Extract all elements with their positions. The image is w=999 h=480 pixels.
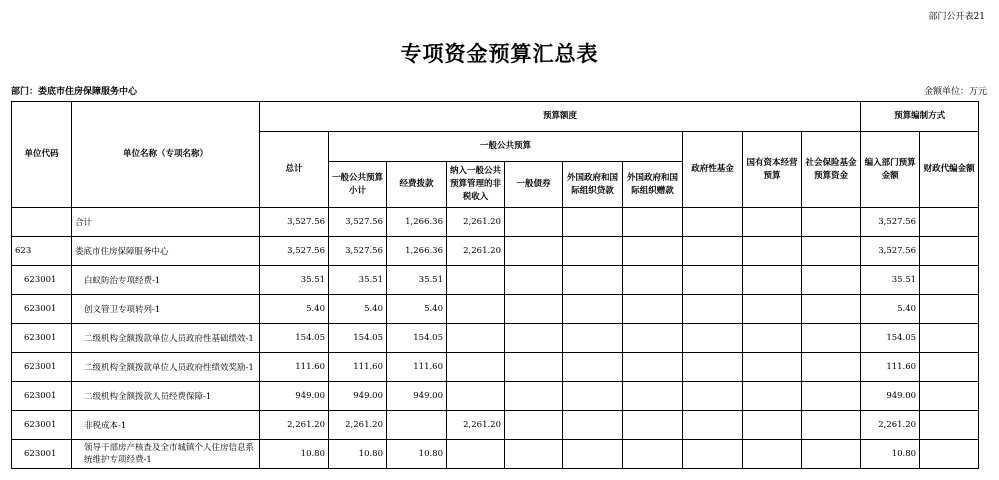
cell-fiscal-agent [920,324,979,353]
cell-into-dept: 2,261.20 [861,411,920,440]
cell-gov-fund [683,295,743,324]
cell-into-dept: 10.80 [861,440,920,469]
cell-state-capital [743,382,802,411]
cell-gb-nontax: 2,261.20 [447,237,505,266]
cell-total: 5.40 [260,295,329,324]
cell-unit-code: 623001 [12,440,72,469]
cell-gb-nontax [447,440,505,469]
cell-social-insurance [802,411,861,440]
cell-gb-foreign-grant [623,295,683,324]
cell-gb-appropriation: 35.51 [387,266,447,295]
cell-unit-name: 领导干部房产核查及全市城镇个人住房信息系统维护专项经费-1 [72,440,260,469]
cell-unit-code: 623001 [12,411,72,440]
header-gb-nontax: 纳入一般公共预算管理的非税收入 [447,162,505,208]
cell-gb-debt [505,411,563,440]
table-row [12,266,979,295]
cell-gb-foreign-loan [563,324,623,353]
cell-gb-foreign-loan [563,295,623,324]
cell-unit-name: 创文管卫专项转列-1 [72,295,260,324]
cell-social-insurance [802,237,861,266]
cell-gb-appropriation: 154.05 [387,324,447,353]
cell-gb-foreign-grant [623,237,683,266]
cell-into-dept: 3,527.56 [861,208,920,237]
cell-gov-fund [683,266,743,295]
budget-table [11,101,979,469]
cell-gb-subtotal: 3,527.56 [329,208,387,237]
cell-state-capital [743,295,802,324]
cell-unit-code: 623 [12,237,72,266]
cell-unit-code: 623001 [12,295,72,324]
cell-gb-subtotal: 2,261.20 [329,411,387,440]
cell-social-insurance [802,353,861,382]
page-title: 专项资金预算汇总表 [400,41,599,66]
cell-unit-code: 623001 [12,266,72,295]
cell-gb-subtotal: 10.80 [329,440,387,469]
department-label: 部门：娄底市住房保障服务中心 [11,87,138,97]
cell-gb-appropriation: 1,266.36 [387,208,447,237]
cell-gb-foreign-loan [563,237,623,266]
cell-into-dept: 154.05 [861,324,920,353]
cell-gb-foreign-loan [563,382,623,411]
cell-gb-appropriation: 949.00 [387,382,447,411]
cell-gb-debt [505,440,563,469]
cell-unit-name: 二级机构全额拨款单位人员政府性绩效奖励-1 [72,353,260,382]
cell-gb-foreign-grant [623,324,683,353]
header-gb-subtotal: 一般公共预算小计 [329,162,387,208]
table-row [12,208,979,237]
cell-gov-fund [683,411,743,440]
cell-gov-fund [683,208,743,237]
cell-social-insurance [802,295,861,324]
table-row [12,237,979,266]
cell-fiscal-agent [920,382,979,411]
cell-into-dept: 5.40 [861,295,920,324]
cell-state-capital [743,324,802,353]
cell-state-capital [743,266,802,295]
cell-gov-fund [683,237,743,266]
cell-fiscal-agent [920,266,979,295]
cell-into-dept: 111.60 [861,353,920,382]
cell-gb-foreign-grant [623,382,683,411]
cell-gb-subtotal: 3,527.56 [329,237,387,266]
cell-total: 111.60 [260,353,329,382]
cell-social-insurance [802,266,861,295]
table-row [12,353,979,382]
cell-gb-subtotal: 35.51 [329,266,387,295]
cell-gb-debt [505,295,563,324]
cell-gb-nontax [447,295,505,324]
cell-state-capital [743,237,802,266]
header-budget-amount: 预算额度 [260,102,861,132]
header-fiscal-agent: 财政代编金额 [920,132,979,208]
cell-gov-fund [683,382,743,411]
cell-gb-debt [505,266,563,295]
form-code: 部门公开表21 [928,12,985,22]
header-total: 总计 [260,132,329,208]
cell-gb-appropriation: 111.60 [387,353,447,382]
cell-gb-subtotal: 111.60 [329,353,387,382]
table-row [12,411,979,440]
cell-unit-name: 非税成本-1 [72,411,260,440]
cell-total: 3,527.56 [260,237,329,266]
table-row [12,382,979,411]
cell-fiscal-agent [920,208,979,237]
cell-gb-appropriation: 5.40 [387,295,447,324]
header-budget-method: 预算编制方式 [861,102,979,132]
cell-gb-nontax [447,324,505,353]
header-unit-code: 单位代码 [12,102,72,208]
cell-gb-subtotal: 154.05 [329,324,387,353]
cell-total: 3,527.56 [260,208,329,237]
cell-unit-code: 623001 [12,324,72,353]
header-state-capital: 国有资本经营预算 [743,132,802,208]
header-gb-foreign-loan: 外国政府和国际组织贷款 [563,162,623,208]
cell-gb-foreign-loan [563,266,623,295]
cell-gb-debt [505,353,563,382]
header-into-dept: 编入部门预算金额 [861,132,920,208]
cell-state-capital [743,353,802,382]
cell-state-capital [743,411,802,440]
header-unit-name: 单位名称（专项名称） [72,102,260,208]
cell-unit-name: 二级机构全额拨款人员经费保障-1 [72,382,260,411]
cell-gb-nontax [447,266,505,295]
cell-gb-debt [505,382,563,411]
cell-fiscal-agent [920,411,979,440]
header-gb-foreign-grant: 外国政府和国际组织赠款 [623,162,683,208]
table-row [12,295,979,324]
cell-gb-foreign-grant [623,208,683,237]
cell-social-insurance [802,440,861,469]
cell-total: 949.00 [260,382,329,411]
cell-into-dept: 949.00 [861,382,920,411]
cell-gov-fund [683,324,743,353]
cell-state-capital [743,208,802,237]
cell-fiscal-agent [920,440,979,469]
cell-gov-fund [683,440,743,469]
header-gov-fund: 政府性基金 [683,132,743,208]
cell-social-insurance [802,324,861,353]
cell-gb-appropriation: 1,266.36 [387,237,447,266]
cell-state-capital [743,440,802,469]
cell-gb-subtotal: 5.40 [329,295,387,324]
cell-unit-code [12,208,72,237]
cell-gb-debt [505,324,563,353]
cell-gb-subtotal: 949.00 [329,382,387,411]
cell-gb-foreign-grant [623,353,683,382]
cell-gb-nontax [447,353,505,382]
amount-unit-label: 金额单位：万元 [923,87,987,97]
cell-gb-foreign-loan [563,353,623,382]
cell-into-dept: 3,527.56 [861,237,920,266]
cell-fiscal-agent [920,295,979,324]
cell-gb-foreign-loan [563,411,623,440]
cell-gb-nontax: 2,261.20 [447,208,505,237]
cell-gb-debt [505,237,563,266]
cell-gb-nontax: 2,261.20 [447,411,505,440]
cell-gb-foreign-grant [623,411,683,440]
cell-unit-code: 623001 [12,382,72,411]
cell-total: 2,261.20 [260,411,329,440]
cell-into-dept: 35.51 [861,266,920,295]
cell-gb-nontax [447,382,505,411]
table-row [12,324,979,353]
cell-unit-name: 娄底市住房保障服务中心 [72,237,260,266]
cell-gb-appropriation [387,411,447,440]
cell-gov-fund [683,353,743,382]
cell-gb-foreign-grant [623,440,683,469]
cell-gb-foreign-loan [563,208,623,237]
cell-unit-name: 合计 [72,208,260,237]
cell-gb-appropriation: 10.80 [387,440,447,469]
header-gb-debt: 一般债券 [505,162,563,208]
cell-total: 154.05 [260,324,329,353]
header-general-budget: 一般公共预算 [329,132,683,162]
cell-social-insurance [802,208,861,237]
cell-total: 10.80 [260,440,329,469]
cell-unit-name: 二级机构全额拨款单位人员政府性基础绩效-1 [72,324,260,353]
cell-total: 35.51 [260,266,329,295]
cell-gb-foreign-grant [623,266,683,295]
cell-unit-name: 白蚁防治专项经费-1 [72,266,260,295]
cell-gb-foreign-loan [563,440,623,469]
header-social-insurance: 社会保险基金预算资金 [802,132,861,208]
cell-gb-debt [505,208,563,237]
table-row [12,440,979,469]
header-gb-appropriation: 经费拨款 [387,162,447,208]
cell-fiscal-agent [920,353,979,382]
cell-unit-code: 623001 [12,353,72,382]
cell-fiscal-agent [920,237,979,266]
cell-social-insurance [802,382,861,411]
